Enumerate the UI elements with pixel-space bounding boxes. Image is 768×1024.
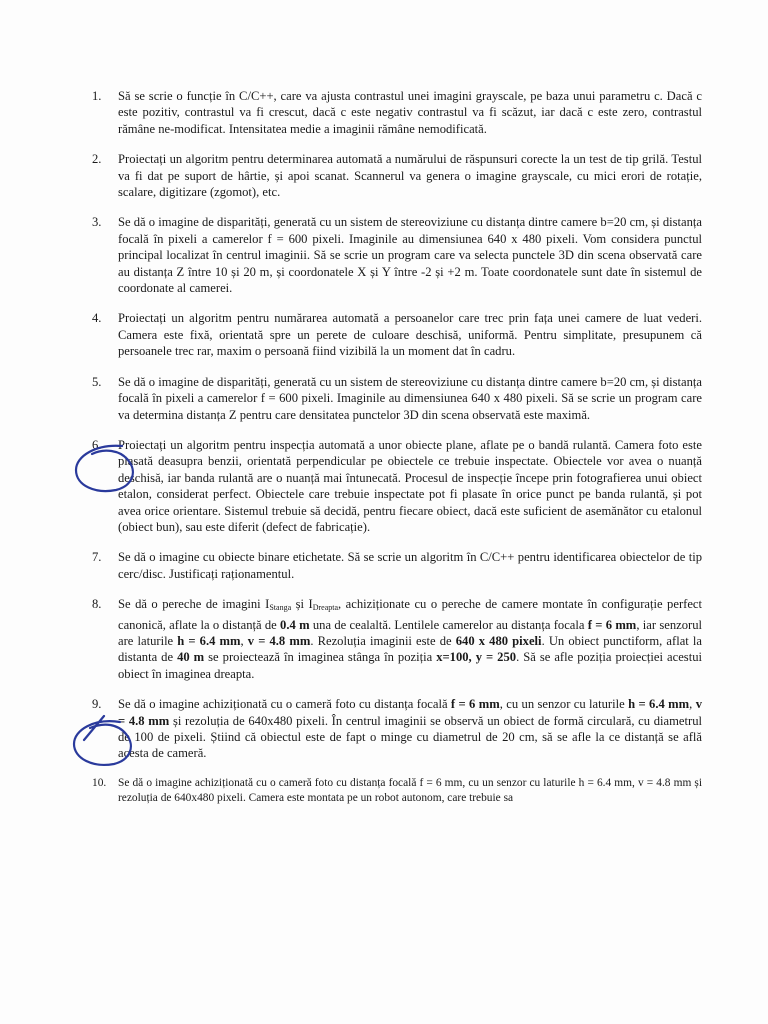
problem-text xyxy=(118,696,702,762)
text-segment: . Un obiect punctiform, aflat la distanta de xyxy=(118,633,703,665)
problem-number: 9. xyxy=(92,697,102,712)
text-segment: și I xyxy=(291,597,313,612)
problem-text: Proiectați un algoritm pentru determinarea automată a numărului de răspunsuri corecte la un test de tip grilă. Testul va fi dat pe suport de hârtie, și apoi scanat. Scannerul va genera o imagine grayscale, cu mici erori de rotație, scalare, digitizare (zgomot), etc. xyxy=(118,152,702,200)
bold-value: v = 4.8 mm xyxy=(247,633,311,648)
bold-value: 640 x 480 pixeli xyxy=(455,633,542,648)
problem-number: 7. xyxy=(92,550,102,565)
bold-value: v = 4.8 mm xyxy=(118,697,702,728)
problem-number: 6. xyxy=(92,437,102,452)
problem-6 xyxy=(92,437,702,535)
bold-value: f = 6 mm xyxy=(450,697,500,712)
problem-number: 4. xyxy=(92,311,102,326)
bold-value: h = 6.4 mm xyxy=(177,633,241,648)
problem-list xyxy=(92,88,702,821)
bold-value: 0.4 m xyxy=(280,617,310,632)
problem-1 xyxy=(92,88,702,137)
text-segment: . Rezoluția imaginii este de xyxy=(310,633,456,648)
text-segment: , cu un senzor cu laturile xyxy=(499,697,629,712)
bold-value: h = 6.4 mm xyxy=(628,697,690,712)
problem-4 xyxy=(92,310,702,359)
text-segment: se proiectează în imaginea stânga în poziția xyxy=(204,650,437,665)
problem-number: 2. xyxy=(92,152,102,167)
bold-value: f = 6 mm xyxy=(587,617,637,632)
problem-text: Se dă o imagine cu obiecte binare etichetate. Să se scrie un algoritm în C/C++ pentru identificarea obiectelor de tip cerc/disc. Justificați raționamentul. xyxy=(118,550,702,581)
bold-value: x=100, y = 250 xyxy=(436,650,517,665)
text-segment: , iar senzorul are laturile xyxy=(118,617,702,648)
text-segment: una de cealaltă. Lentilele camerelor au distanța focala xyxy=(309,617,588,632)
problem-9 xyxy=(92,696,702,762)
problem-5 xyxy=(92,374,702,423)
problem-number: 3. xyxy=(92,215,102,230)
problem-3 xyxy=(92,214,702,296)
problem-text xyxy=(118,596,702,682)
text-segment: . Să se afle poziția proiecției acestui obiect în imaginea dreapta. xyxy=(118,650,702,681)
problem-text: Proiectați un algoritm pentru inspecția automată a unor obiecte plane, aflate pe o bandă rulantă. Camera foto este plasată deasupra benzii, orientată perpendicular pe obiectele ce trebuie inspectate. Obiectele vor avea o nuanță deschisă, iar banda rulantă are o nuanță mai întunecată. Procesul de inspecție începe prin fotografierea unui obiect etalon, considerat perfect. Obiectele care trebuie inspectate pot fi plasate în orice punct pe banda rulantă, și pot avea orice orientare. Sistemul trebuie să decidă, pentru fiecare obiect, dacă este suficient de asemănător cu etalonul (obiect bun), sau este diferit (defect de fabricație). xyxy=(118,437,702,534)
text-segment: și rezoluția de 640x480 pixeli. În centrul imaginii se observă un obiect de formă circulară, cu diametrul de 100 de pixeli. Știind că obiectul este de fapt o minge cu diametrul de 20 cm, să se afle la ce distanță se află acesta de cameră. xyxy=(118,713,702,761)
text-segment: , xyxy=(240,633,248,648)
problem-7 xyxy=(92,549,702,582)
problem-8 xyxy=(92,596,702,682)
problem-text: Proiectați un algoritm pentru numărarea automată a persoanelor care trec prin fața unei camere de luat vederi. Camera este fixă, orientată spre un perete de culoare deschisă, uniformă. Pentru simplitate, presupunem că persoanele trec rar, maxim o persoană fiind vizibilă la un moment dat în cadru. xyxy=(118,311,702,359)
text-segment: Se dă o pereche de imagini I xyxy=(118,597,270,612)
problem-2 xyxy=(92,151,702,200)
problem-text: Se dă o imagine achiziționată cu o cameră foto cu distanța focală f = 6 mm, cu un senzor cu laturile h = 6.4 mm, v = 4.8 mm și rezoluția de 640x480 pixeli. Camera este montata pe un robot autonom, care trebuie sa xyxy=(118,776,702,805)
text-segment: , achiziționate cu o pereche de camere montate în configurație perfect canonică, aflate la o distanță de xyxy=(118,597,703,632)
problem-10 xyxy=(92,776,702,807)
problem-number: 5. xyxy=(92,374,102,389)
subscript-left: Stanga xyxy=(269,603,292,613)
problem-text: Să se scrie o funcție în C/C++, care va ajusta contrastul unei imagini grayscale, pe baza unui parametru c. Dacă c este pozitiv, contrastul va fi crescut, dacă c este negativ contrastul va fi scăzut, iar dacă c este zero, contrastul rămâne ne-modificat. Intensitatea medie a imaginii rămâne nemodificată. xyxy=(118,89,702,136)
problem-number: 1. xyxy=(92,89,102,103)
problem-number: 10. xyxy=(92,776,107,789)
problem-text: Se dă o imagine de disparități, generată cu un sistem de stereoviziune cu distanța dintre camere b=20 cm, și distanța focală în pixeli a camerelor f = 600 pixeli. Imaginile au dimensiunea 640 x 480 pixeli. Să se scrie un program care va determina distanța Z pentru care densitatea punctelor 3D din scena observată este maximă. xyxy=(118,374,702,422)
text-segment: , xyxy=(689,697,696,712)
problem-text: Se dă o imagine de disparități, generată cu un sistem de stereoviziune cu distanța dintre camere b=20 cm, și distanța focală în pixeli a camerelor f = 600 pixeli. Imaginile au dimensiunea 640 x 480 pixeli. Vom considera punctul principal localizat în centrul imaginii. Să se scrie un program care va selecta punctele 3D din scena observată care au distanța Z între 10 și 20 m, și coordonatele X și Y între -2 și +2 m. Toate coordonatele sunt date în sistemul de coordonate al camerei. xyxy=(118,215,702,296)
problem-number: 8. xyxy=(92,597,102,612)
subscript-right: Dreapta xyxy=(312,603,339,613)
text-segment: Se dă o imagine achiziționată cu o cameră foto cu distanța focală xyxy=(118,697,451,712)
bold-value: 40 m xyxy=(177,650,205,665)
